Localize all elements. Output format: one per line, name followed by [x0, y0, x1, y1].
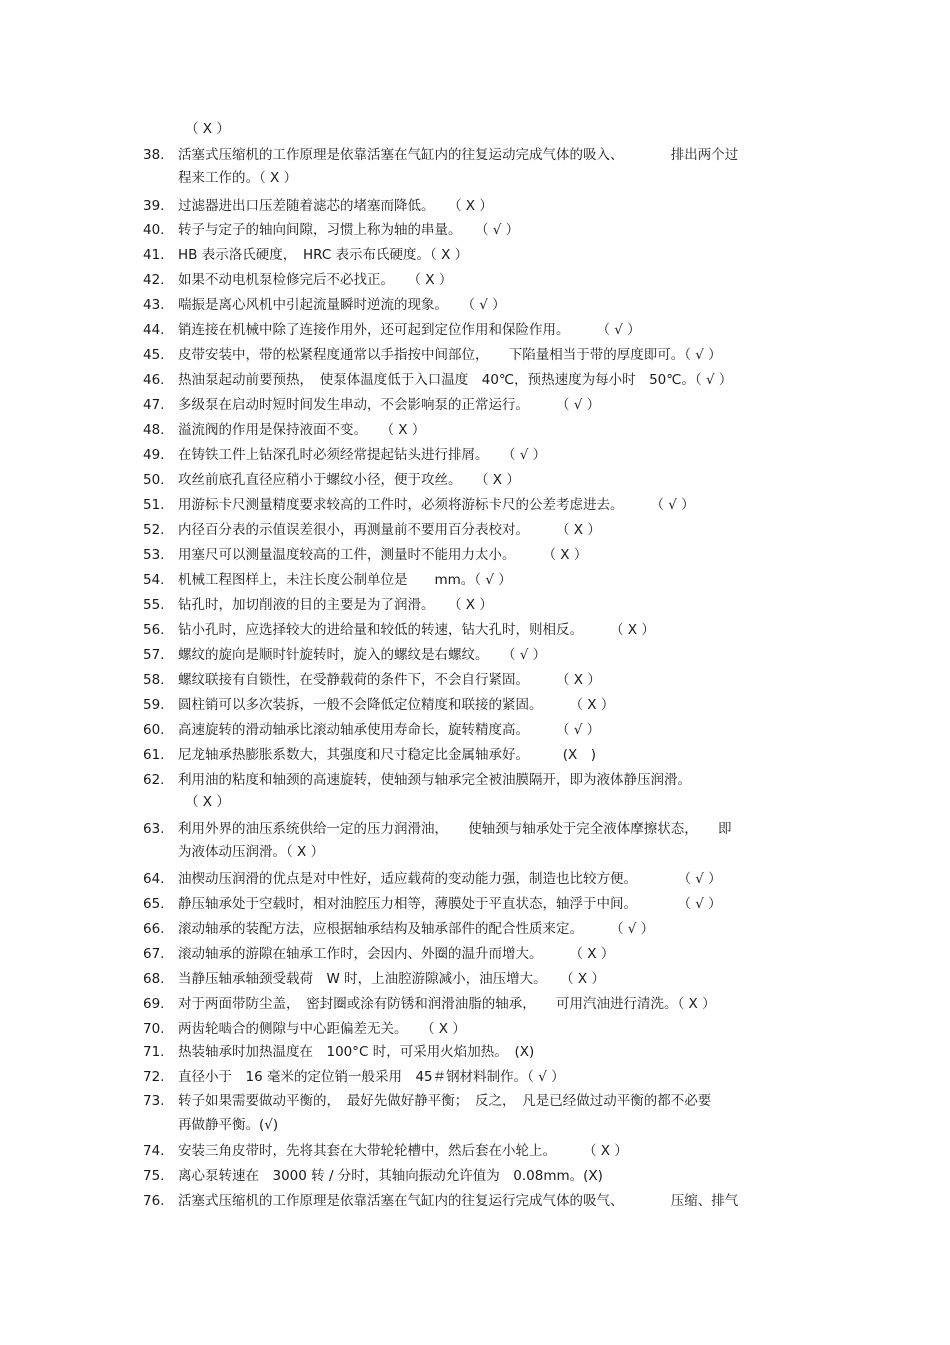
question-line: [0, 744, 950, 766]
question-number: 69.: [143, 996, 165, 1012]
question-text: 喘振是离心风机中引起流量瞬时逆流的现象。 （ √ ）: [178, 297, 506, 313]
question-number: 68.: [143, 971, 165, 987]
question-text: 直径小于 16 毫米的定位销一般采用 45＃钢材料制作。（ √ ）: [178, 1069, 565, 1085]
question-line: [0, 993, 950, 1015]
question-number: 52.: [143, 522, 165, 538]
question-line: [0, 195, 950, 217]
question-text: 钻孔时，加切削液的目的主要是为了润滑。 （ X ）: [178, 597, 493, 613]
question-text: 尼龙轴承热膨胀系数大，其强度和尺寸稳定比金属轴承好。 (X ): [178, 747, 597, 763]
question-line: [0, 868, 950, 890]
question-text: 两齿轮啮合的侧隙与中心距偏差无关。 （ X ）: [178, 1021, 466, 1037]
question-line: [0, 519, 950, 541]
question-text: 热油泵起动前要预热， 使泵体温度低于入口温度 40℃，预热速度为每小时 50℃。（ √ ）: [178, 372, 733, 388]
question-line: [0, 244, 950, 266]
question-text: 攻丝前底孔直径应稍小于螺纹小径，便于攻丝。 （ X ）: [178, 472, 520, 488]
question-line: [0, 1114, 950, 1136]
question-text: 当静压轴承轴颈受载荷 W 时，上油腔游隙减小，油压增大。 （ X ）: [178, 971, 605, 987]
question-text: 在铸铁工件上钻深孔时必须经常提起钻头进行排屑。 （ √ ）: [178, 447, 547, 463]
question-number: 42.: [143, 272, 165, 288]
question-text: 程来工作的。（ X ）: [178, 170, 298, 186]
question-text: HB 表示洛氏硬度， HRC 表示布氏硬度。（ X ）: [178, 247, 469, 263]
question-line: [0, 369, 950, 391]
question-line: [0, 144, 950, 166]
question-text: 再做静平衡。(√): [178, 1117, 279, 1133]
question-text: 利用油的粘度和轴颈的高速旋转，使轴颈与轴承完全被油膜隔开，即为液体静压润滑。: [178, 772, 691, 788]
question-line: [0, 1190, 950, 1212]
question-number: 41.: [143, 247, 165, 263]
question-line: [0, 644, 950, 666]
question-line: [0, 419, 950, 441]
question-number: 43.: [143, 297, 165, 313]
question-line: [0, 319, 950, 341]
question-number: 62.: [143, 772, 165, 788]
question-line: [0, 1066, 950, 1088]
question-number: 61.: [143, 747, 165, 763]
question-number: 46.: [143, 372, 165, 388]
question-number: 70.: [143, 1021, 165, 1037]
question-number: 73.: [143, 1093, 165, 1109]
question-number: 63.: [143, 821, 165, 837]
question-line: [0, 1090, 950, 1112]
question-text: 为液体动压润滑。（ X ）: [178, 844, 325, 860]
question-line: [0, 968, 950, 990]
question-number: 66.: [143, 921, 165, 937]
question-line: [0, 294, 950, 316]
question-number: 74.: [143, 1143, 165, 1159]
question-text: 静压轴承处于空载时，相对油腔压力相等，薄膜处于平直状态，轴浮于中间。 （ √ ）: [178, 896, 722, 912]
question-text: 安装三角皮带时，先将其套在大带轮轮槽中，然后套在小轮上。 （ X ）: [178, 1143, 628, 1159]
question-line: [0, 444, 950, 466]
question-text: （ X ）: [185, 794, 230, 810]
question-line: [0, 669, 950, 691]
question-line: [0, 544, 950, 566]
question-line: [0, 1041, 950, 1063]
question-number: 67.: [143, 946, 165, 962]
question-text: 螺纹的旋向是顺时针旋转时，旋入的螺纹是右螺纹。 （ √ ）: [178, 647, 547, 663]
question-line: [0, 719, 950, 741]
question-text: 多级泵在启动时短时间发生串动，不会影响泵的正常运行。 （ √ ）: [178, 397, 601, 413]
question-line: [0, 167, 950, 189]
question-line: [0, 344, 950, 366]
question-number: 47.: [143, 397, 165, 413]
question-text: 皮带安装中，带的松紧程度通常以手指按中间部位， 下陷量相当于带的厚度即可。（ √ ）: [178, 347, 722, 363]
question-number: 71.: [143, 1044, 165, 1060]
question-text: 热装轴承时加热温度在 100°C 时，可采用火焰加热。 (X): [178, 1044, 535, 1060]
question-number: 54.: [143, 572, 165, 588]
question-number: 60.: [143, 722, 165, 738]
question-text: 用游标卡尺测量精度要求较高的工件时，必须将游标卡尺的公差考虑进去。 （ √ ）: [178, 497, 695, 513]
question-line: [0, 494, 950, 516]
question-text: 机械工程图样上，未注长度公制单位是 mm。（ √ ）: [178, 572, 512, 588]
question-line: [0, 818, 950, 840]
question-number: 50.: [143, 472, 165, 488]
question-text: 利用外界的油压系统供给一定的压力润滑油， 使轴颈与轴承处于完全液体摩擦状态， 即: [178, 821, 732, 837]
question-line: [0, 1165, 950, 1187]
question-line: [0, 791, 950, 813]
question-number: 65.: [143, 896, 165, 912]
question-text: 高速旋转的滑动轴承比滚动轴承使用寿命长，旋转精度高。 （ √ ）: [178, 722, 601, 738]
question-number: 49.: [143, 447, 165, 463]
question-text: 溢流阀的作用是保持液面不变。 （ X ）: [178, 422, 426, 438]
question-line: [0, 469, 950, 491]
question-text: 螺纹联接有自锁性，在受静载荷的条件下，不会自行紧固。 （ X ）: [178, 672, 601, 688]
question-text: 用塞尺可以测量温度较高的工件，测量时不能用力太小。 （ X ）: [178, 547, 588, 563]
question-text: 滚动轴承的游隙在轴承工作时，会因内、外圈的温升而增大。 （ X ）: [178, 946, 615, 962]
question-text: 圆柱销可以多次装拆，一般不会降低定位精度和联接的紧固。 （ X ）: [178, 697, 615, 713]
question-text: 活塞式压缩机的工作原理是依靠活塞在气缸内的往复运动完成气体的吸入、 排出两个过: [178, 147, 739, 163]
question-text: 转子如果需要做动平衡的， 最好先做好静平衡； 反之， 凡是已经做过动平衡的都不必要: [178, 1093, 712, 1109]
question-number: 40.: [143, 222, 165, 238]
question-line: [0, 269, 950, 291]
question-text: 如果不动电机泵检修完后不必找正。 （ X ）: [178, 272, 453, 288]
question-number: 75.: [143, 1168, 165, 1184]
question-text: 对于两面带防尘盖， 密封圈或涂有防锈和润滑油脂的轴承， 可用汽油进行清洗。（ X ）: [178, 996, 716, 1012]
question-text: （ X ）: [185, 121, 230, 137]
question-number: 48.: [143, 422, 165, 438]
question-number: 51.: [143, 497, 165, 513]
question-number: 53.: [143, 547, 165, 563]
question-line: [0, 594, 950, 616]
question-line: [0, 893, 950, 915]
question-line: [0, 219, 950, 241]
question-number: 38.: [143, 147, 165, 163]
question-text: 销连接在机械中除了连接作用外，还可起到定位作用和保险作用。 （ √ ）: [178, 322, 641, 338]
question-number: 44.: [143, 322, 165, 338]
question-line: [0, 1018, 950, 1040]
question-text: 油楔动压润滑的优点是对中性好，适应载荷的变动能力强，制造也比较方便。 （ √ ）: [178, 871, 722, 887]
question-text: 滚动轴承的装配方法，应根据轴承结构及轴承部件的配合性质来定。 （ √ ）: [178, 921, 655, 937]
question-line: [0, 118, 950, 140]
question-number: 57.: [143, 647, 165, 663]
question-text: 转子与定子的轴向间隙，习惯上称为轴的串量。 （ √ ）: [178, 222, 520, 238]
question-text: 离心泵转速在 3000 转 / 分时，其轴向振动允许值为 0.08mm。(X): [178, 1168, 603, 1184]
question-number: 39.: [143, 198, 165, 214]
question-text: 过滤器进出口压差随着滤芯的堵塞而降低。 （ X ）: [178, 198, 493, 214]
question-number: 64.: [143, 871, 165, 887]
question-line: [0, 569, 950, 591]
question-line: [0, 619, 950, 641]
question-number: 55.: [143, 597, 165, 613]
question-number: 56.: [143, 622, 165, 638]
question-number: 59.: [143, 697, 165, 713]
question-number: 45.: [143, 347, 165, 363]
question-line: [0, 694, 950, 716]
question-number: 58.: [143, 672, 165, 688]
question-text: 内径百分表的示值误差很小，再测量前不要用百分表校对。 （ X ）: [178, 522, 601, 538]
question-line: [0, 769, 950, 791]
question-line: [0, 918, 950, 940]
question-line: [0, 841, 950, 863]
question-line: [0, 1140, 950, 1162]
question-text: 活塞式压缩机的工作原理是依靠活塞在气缸内的往复运行完成气体的吸气、 压缩、排气: [178, 1193, 739, 1209]
question-number: 76.: [143, 1193, 165, 1209]
question-line: [0, 394, 950, 416]
question-line: [0, 943, 950, 965]
question-text: 钻小孔时，应选择较大的进给量和较低的转速，钻大孔时，则相反。 （ X ）: [178, 622, 655, 638]
question-number: 72.: [143, 1069, 165, 1085]
